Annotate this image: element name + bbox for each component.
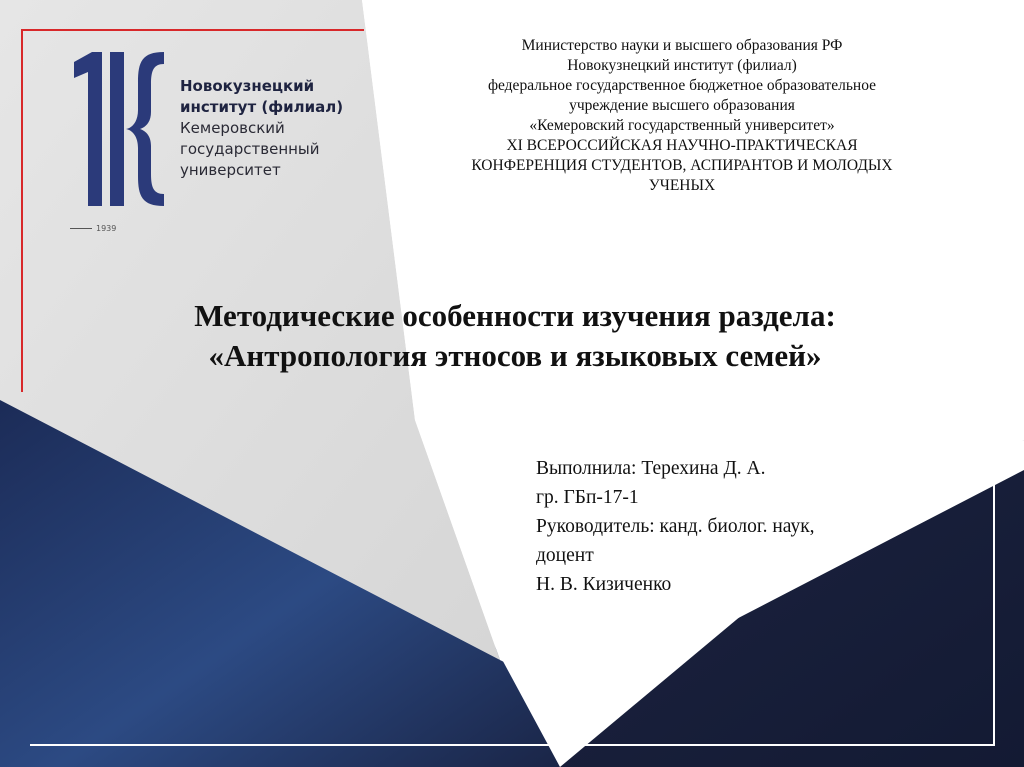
logo-year [70,224,116,233]
author-line: Н. В. Кизиченко [536,574,672,595]
header-line: «Кемеровский государственный университет» [529,117,835,134]
author-line: доцент [536,545,594,566]
logo-caption [180,76,343,181]
author-line: гр. ГБп-17-1 [536,487,639,508]
logo-caption-line: Кемеровский [180,119,285,137]
logo-caption-line: университет [180,161,281,179]
author-line: Выполнила: Терехина Д. А. [536,458,766,479]
title-line-1: Методические особенности изучения раздела: [194,298,836,333]
logo-caption-line: институт (филиал) [180,98,344,116]
header-line: КОНФЕРЕНЦИЯ СТУДЕНТОВ, АСПИРАНТОВ И МОЛОДЫХ [471,157,893,174]
header-line: Министерство науки и высшего образования РФ [521,37,843,54]
header-line: УЧЕНЫХ [648,177,716,194]
header-line: учреждение высшего образования [569,97,795,114]
logo-caption-line: Новокузнецкий [180,77,315,95]
author-line: Руководитель: канд. биолог. наук, [536,516,815,537]
header-line: федеральное государственное бюджетное образовательное [487,77,877,94]
logo-year-text: 1939 [96,224,117,233]
header-line: Новокузнецкий институт (филиал) [567,57,797,74]
institute-1k-logo-icon [70,48,170,218]
title-line-2: «Антропология этносов и языковых семей» [208,338,822,373]
logo-year-dash [70,228,92,229]
logo-caption-line: государственный [180,140,320,158]
header-line: XI ВСЕРОССИЙСКАЯ НАУЧНО-ПРАКТИЧЕСКАЯ [506,137,858,154]
slide-title [60,296,970,376]
conference-header [400,36,964,196]
author-block [536,454,956,599]
